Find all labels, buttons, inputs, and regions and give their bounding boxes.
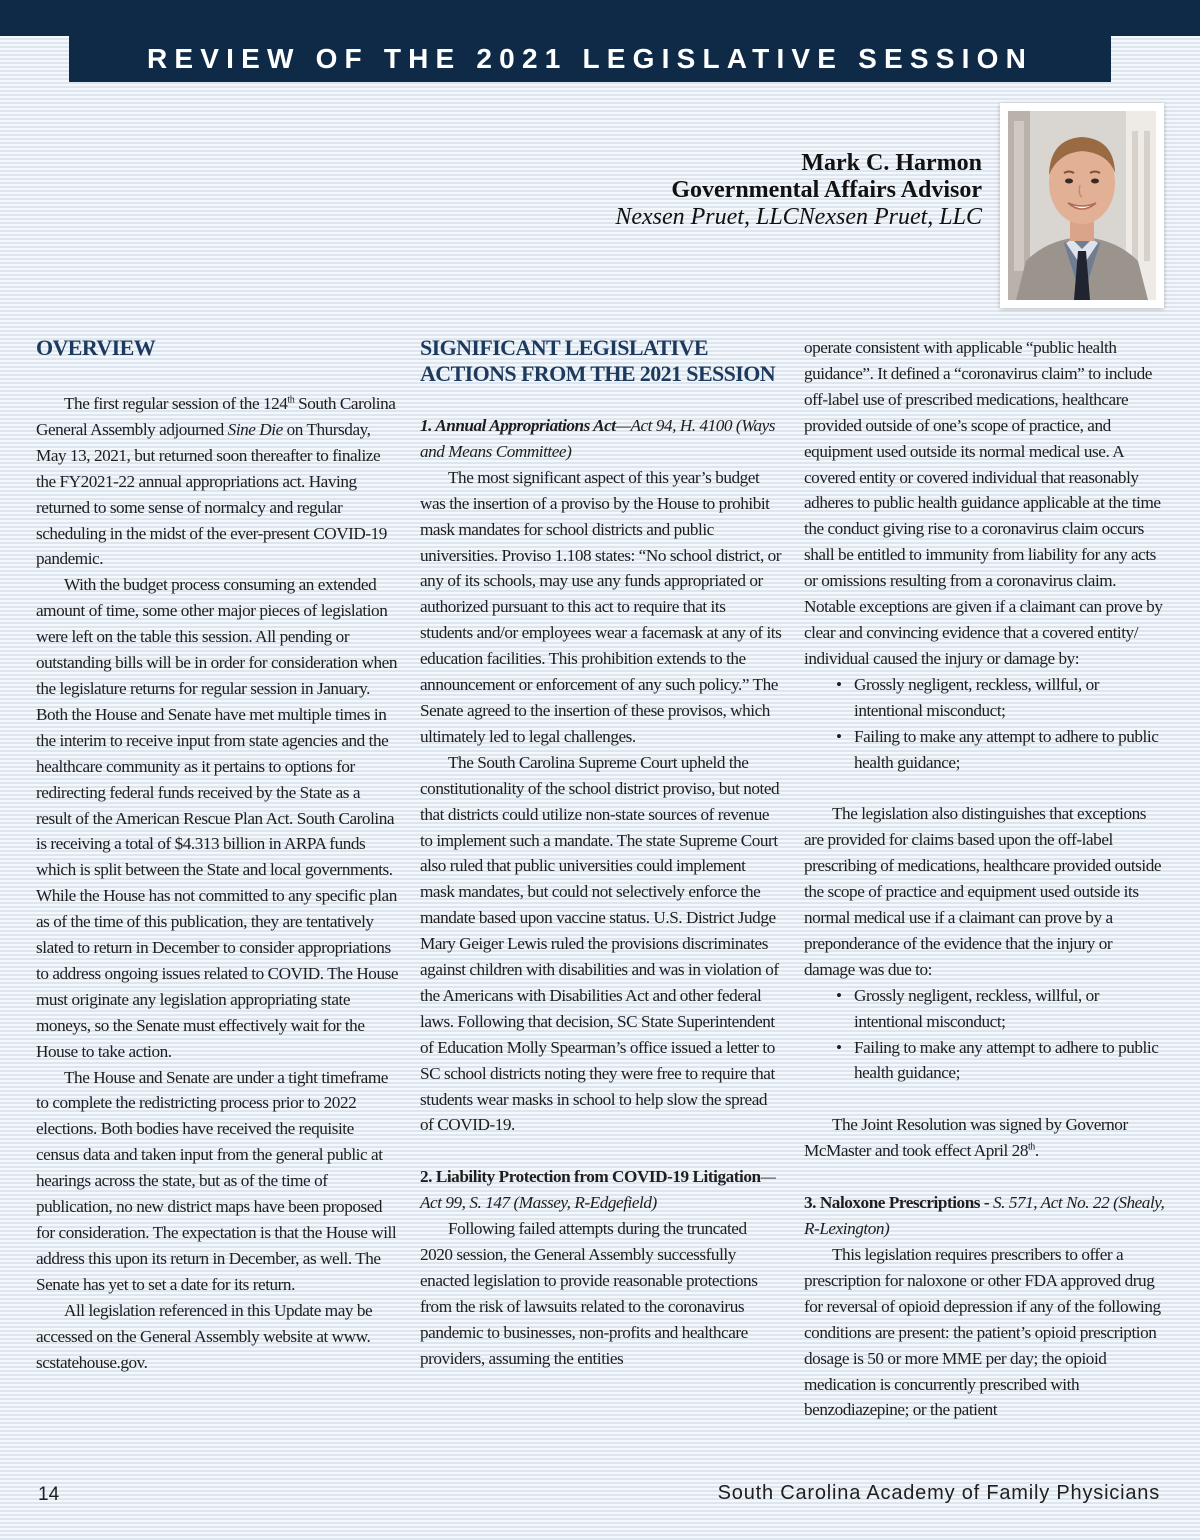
spacer (804, 775, 1166, 801)
overview-p1-italic: Sine Die (227, 419, 283, 439)
list-item: • Failing to make any attempt to adhere to public health guidance; (828, 724, 1166, 776)
author-portrait-illustration (1008, 111, 1156, 300)
overview-paragraph-2: With the budget process consuming an extended amount of time, some other major pieces of legislation were left on the table this session. All pending or outstanding bills will be in order for consideration when the legislature returns for regular session in January. Both the House and Senate have met multiple times in the interim to receive input from state agencies and the healthcare community as it pertains to options for redirecting federal funds received by the State as a result of the American Rescue Plan Act. South Carolina is receiving a total of $4.313 billion in ARPA funds which is split between the State and local governments. While the House has not committed to any specific plan as of the time of this publication, they are tentatively slated to return in December to consider appropriations to address ongoing issues related to COVID. The House must originate any legislation appropriating state moneys, so the Senate must effectively wait for the House to take action. (36, 575, 399, 1061)
item-2-citation: —Act 99, S. 147 (Massey, R-Edgefield) (420, 1167, 776, 1213)
item-1-paragraph-2: The South Carolina Supreme Court upheld the constitutionality of the school district proviso, but noted that districts could utilize non-state sources of revenue to implement such a mandate. The state Supreme Court also ruled that public universities could implement mask mandates, but could not selectively enforce the mandate based upon vaccine status. U.S. District Judge Mary Geiger Lewis ruled the provisions discriminates against children with disabilities and was in violation of the Americans with Disabilities Act and other federal laws. Following that decision, SC State Superintendent of Education Molly Spearman’s office issued a letter to SC school districts noting they were free to require that students wear masks in school to help slow the spread of COVID-19. (420, 752, 780, 1135)
item-2-p4-text-a: The Joint Resolution was signed by Governor McMaster and took effect April 28 (804, 1115, 1128, 1161)
overview-p1-text-c: on Thursday, May 13, 2021, but returned soon thereafter to finalize the FY2021-22 annual appropriations act. Having returned to some sense of normalcy and regular scheduling in the midst of the ever-present COVID-19 pandemic. (36, 419, 387, 569)
top-bar (0, 0, 1200, 36)
item-3-citation: S. 571, Act No. 22 (Shealy, R-Lexington) (804, 1193, 1165, 1239)
list-item: • Grossly negligent, reckless, willful, or intentional misconduct; (828, 672, 1166, 724)
author-photo (1000, 103, 1164, 308)
spacer (804, 1086, 1166, 1112)
item-2-paragraph-3: The legislation also distinguishes that exceptions are provided for claims based upon the off-label prescribing of medications, healthcare provided outside the scope of practice and equipment used outside its normal medical use if a claimant can prove by a preponderance of the evidence that the injury or damage was due to: (804, 804, 1162, 979)
item-3-paragraph-1: This legislation requires prescribers to offer a prescription for naloxone or other FDA approved drug for reversal of opioid depression if any of the following conditions are present: the patient’s opioid prescription dosage is 50 or more MME per day; the opioid medication is concurrently prescribed with benzodiazepine; or the patient (804, 1245, 1161, 1420)
overview-p1-text-b: South Carolina General Assembly adjourned (36, 394, 396, 439)
item-3-title: 3. Naloxone Prescriptions - (804, 1193, 994, 1213)
overview-paragraph-3: The House and Senate are under a tight timeframe to complete the redistricting process prior to 2022 elections. Both bodies have received the requisite census data and taken input from the general public at hearings across the state, but as of the time of publication, no new district maps have been proposed for consideration. The expectation is that the House will address this upon its return in December, as well. The Senate has yet to set a date for its return. (36, 1067, 397, 1294)
spacer (804, 1164, 1166, 1190)
item-1-heading (420, 413, 782, 465)
overview-p1-superscript: th (287, 394, 295, 406)
spacer (420, 1138, 782, 1164)
item-3-heading (804, 1190, 1166, 1242)
publication-name: South Carolina Academy of Family Physicians (717, 1482, 1160, 1504)
section-banner (69, 36, 1111, 82)
item-2-p4-text-b: . (1034, 1141, 1039, 1161)
overview-heading: OVERVIEW (36, 335, 156, 360)
column-overview (36, 335, 398, 1375)
item-2-title: 2. Liability Protection from COVID-19 Litigation (420, 1167, 761, 1187)
item-1-title: 1. Annual Appropriations Act (420, 416, 616, 435)
banner-title: REVIEW OF THE 2021 LEGISLATIVE SESSION (146, 43, 1034, 74)
author-org: Nexsen Pruet, LLCNexsen Pruet, LLC (615, 204, 982, 230)
author-name: Mark C. Harmon (801, 150, 982, 176)
exception-list-1 (804, 672, 1166, 776)
column-continued (804, 335, 1166, 1423)
item-2-paragraph-2: operate consistent with applicable “public health guidance”. It defined a “coronavirus claim” to include off-label use of prescribed medications, healthcare provided outside of one’s scope of practice, and equipment used outside its normal medical use. A covered entity or covered individual that reasonably adheres to public health guidance applicable at the time the conduct giving rise to a coronavirus claim occurs shall be entitled to immunity from liability for any acts or omissions resulting from a coronavirus claim. Notable exceptions are given if a claimant can prove by clear and convincing evidence that a covered entity/ individual caused the injury or damage by: (804, 338, 1163, 668)
overview-paragraph-4: All legislation referenced in this Update may be accessed on the General Assembly website at www. scstatehouse.gov. (36, 1300, 373, 1372)
overview-p1-text-a: The first regular session of the 124 (64, 394, 288, 413)
item-2-paragraph-4 (804, 1112, 1166, 1164)
item-2-heading (420, 1164, 782, 1216)
item-2-p4-superscript: th (1027, 1141, 1035, 1153)
list-item: • Failing to make any attempt to adhere to public health guidance; (828, 1035, 1166, 1087)
exception-list-2 (804, 983, 1166, 1087)
page-number: 14 (38, 1484, 60, 1505)
overview-paragraph-1 (36, 391, 398, 572)
item-1-paragraph-1: The most significant aspect of this year’s budget was the insertion of a proviso by the House to prohibit mask mandates for school districts and public universities. Proviso 1.108 states: “No school district, or any of its schools, may use any funds appropriated or authorized pursuant to this act to require that its students and/or employees wear a facemask at any of its education facilities. This prohibition extends to the announcement or enforcement of any such policy.” The Senate agreed to the insertion of these provisos, which ultimately led to legal challenges. (420, 467, 782, 746)
author-role: Governmental Affairs Advisor (671, 177, 982, 203)
item-1-citation: —Act 94, H. 4100 (Ways and Means Committee) (420, 416, 776, 461)
actions-heading: SIGNIFICANT LEGISLATIVE ACTIONS FROM THE 2021 SESSION (420, 335, 776, 386)
column-legislative-actions (420, 335, 782, 1372)
list-item: • Grossly negligent, reckless, willful, or intentional misconduct; (828, 983, 1166, 1035)
author-block (615, 150, 982, 231)
item-2-paragraph-1: Following failed attempts during the truncated 2020 session, the General Assembly successfully enacted legislation to provide reasonable protections from the risk of lawsuits related to the coronavirus pandemic to businesses, non-profits and healthcare providers, assuming the entities (420, 1219, 758, 1368)
